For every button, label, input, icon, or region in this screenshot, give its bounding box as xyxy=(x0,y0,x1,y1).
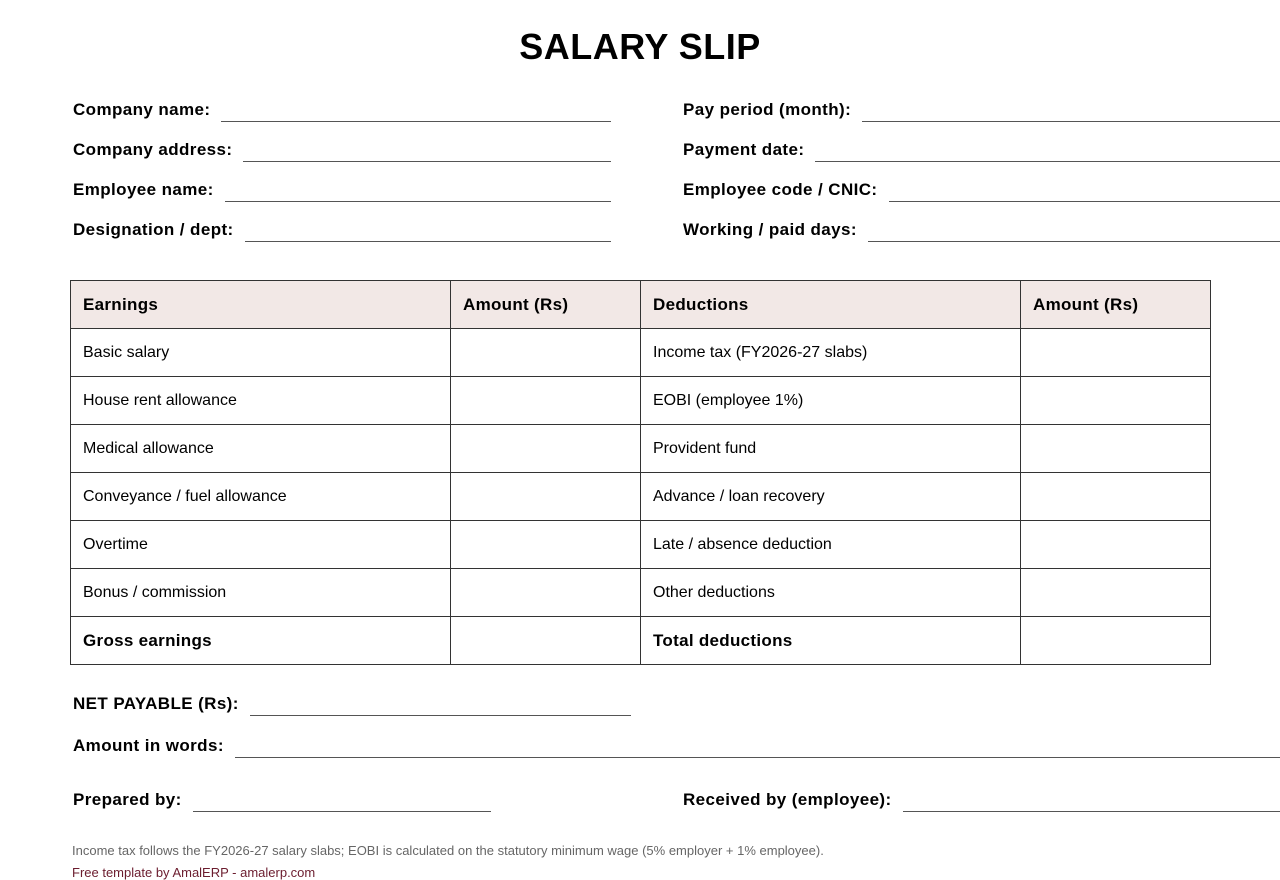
pay-period-line[interactable] xyxy=(862,121,1280,122)
deduction-amount-cell[interactable] xyxy=(1021,425,1211,473)
company-name-line[interactable] xyxy=(221,121,611,122)
deduction-label: EOBI (employee 1%) xyxy=(641,377,1021,425)
earning-amount-cell[interactable] xyxy=(451,569,641,617)
earning-amount-cell[interactable] xyxy=(451,377,641,425)
deduction-amount-cell[interactable] xyxy=(1021,569,1211,617)
prepared-by-line[interactable] xyxy=(193,811,491,812)
gross-earnings-label: Gross earnings xyxy=(71,617,451,665)
page-title: SALARY SLIP xyxy=(519,26,761,67)
earning-amount-cell[interactable] xyxy=(451,521,641,569)
total-deductions-amount[interactable] xyxy=(1021,617,1211,665)
net-payable-label: NET PAYABLE (Rs): xyxy=(73,694,239,713)
net-payable-field[interactable] xyxy=(73,694,631,714)
earning-amount-cell[interactable] xyxy=(451,329,641,377)
table-row xyxy=(71,377,1211,425)
deduction-amount-cell[interactable] xyxy=(1021,377,1211,425)
employee-code-field[interactable] xyxy=(683,180,1280,200)
received-by-label: Received by (employee): xyxy=(683,790,892,809)
deductions-header: Deductions xyxy=(641,281,1021,329)
employee-name-label: Employee name: xyxy=(73,180,214,199)
designation-line[interactable] xyxy=(245,241,611,242)
template-credit: Free template by AmalERP - amalerp.com xyxy=(72,865,316,880)
employee-name-field[interactable] xyxy=(73,180,611,200)
deduction-label: Income tax (FY2026-27 slabs) xyxy=(641,329,1021,377)
earnings-header: Earnings xyxy=(71,281,451,329)
working-days-line[interactable] xyxy=(868,241,1280,242)
table-row xyxy=(71,425,1211,473)
gross-earnings-amount[interactable] xyxy=(451,617,641,665)
pay-period-field[interactable] xyxy=(683,100,1280,120)
employee-name-line[interactable] xyxy=(225,201,611,202)
employee-code-line[interactable] xyxy=(889,201,1280,202)
amount-words-field[interactable] xyxy=(73,736,1280,756)
table-row xyxy=(71,473,1211,521)
amount-words-line[interactable] xyxy=(235,757,1280,758)
company-address-label: Company address: xyxy=(73,140,233,159)
pay-period-label: Pay period (month): xyxy=(683,100,852,119)
net-payable-line[interactable] xyxy=(250,715,631,716)
prepared-by-field[interactable] xyxy=(73,790,491,810)
earning-label: Bonus / commission xyxy=(71,569,451,617)
company-name-field[interactable] xyxy=(73,100,611,120)
employee-code-label: Employee code / CNIC: xyxy=(683,180,878,199)
company-address-line[interactable] xyxy=(243,161,611,162)
received-by-field[interactable] xyxy=(683,790,1280,810)
designation-label: Designation / dept: xyxy=(73,220,234,239)
deductions-amount-header: Amount (Rs) xyxy=(1021,281,1211,329)
prepared-by-label: Prepared by: xyxy=(73,790,182,809)
deduction-amount-cell[interactable] xyxy=(1021,473,1211,521)
tax-note: Income tax follows the FY2026-27 salary slabs; EOBI is calculated on the statutory minimum wage (5% employer + 1% employee). xyxy=(72,843,824,858)
working-days-label: Working / paid days: xyxy=(683,220,857,239)
deduction-label: Late / absence deduction xyxy=(641,521,1021,569)
amount-words-label: Amount in words: xyxy=(73,736,224,755)
earning-label: Medical allowance xyxy=(71,425,451,473)
earnings-amount-header: Amount (Rs) xyxy=(451,281,641,329)
payment-date-label: Payment date: xyxy=(683,140,805,159)
payment-date-line[interactable] xyxy=(815,161,1280,162)
earning-amount-cell[interactable] xyxy=(451,473,641,521)
deduction-amount-cell[interactable] xyxy=(1021,521,1211,569)
deduction-amount-cell[interactable] xyxy=(1021,329,1211,377)
payment-date-field[interactable] xyxy=(683,140,1280,160)
deduction-label: Provident fund xyxy=(641,425,1021,473)
deduction-label: Advance / loan recovery xyxy=(641,473,1021,521)
total-deductions-label: Total deductions xyxy=(641,617,1021,665)
received-by-line[interactable] xyxy=(903,811,1280,812)
salary-table xyxy=(70,280,1211,665)
table-row xyxy=(71,521,1211,569)
working-days-field[interactable] xyxy=(683,220,1280,240)
table-row xyxy=(71,569,1211,617)
earning-label: Conveyance / fuel allowance xyxy=(71,473,451,521)
earning-amount-cell[interactable] xyxy=(451,425,641,473)
deduction-label: Other deductions xyxy=(641,569,1021,617)
table-header-row xyxy=(71,281,1211,329)
company-name-label: Company name: xyxy=(73,100,211,119)
earning-label: House rent allowance xyxy=(71,377,451,425)
earning-label: Basic salary xyxy=(71,329,451,377)
company-address-field[interactable] xyxy=(73,140,611,160)
table-row xyxy=(71,329,1211,377)
totals-row xyxy=(71,617,1211,665)
earning-label: Overtime xyxy=(71,521,451,569)
designation-field[interactable] xyxy=(73,220,611,240)
